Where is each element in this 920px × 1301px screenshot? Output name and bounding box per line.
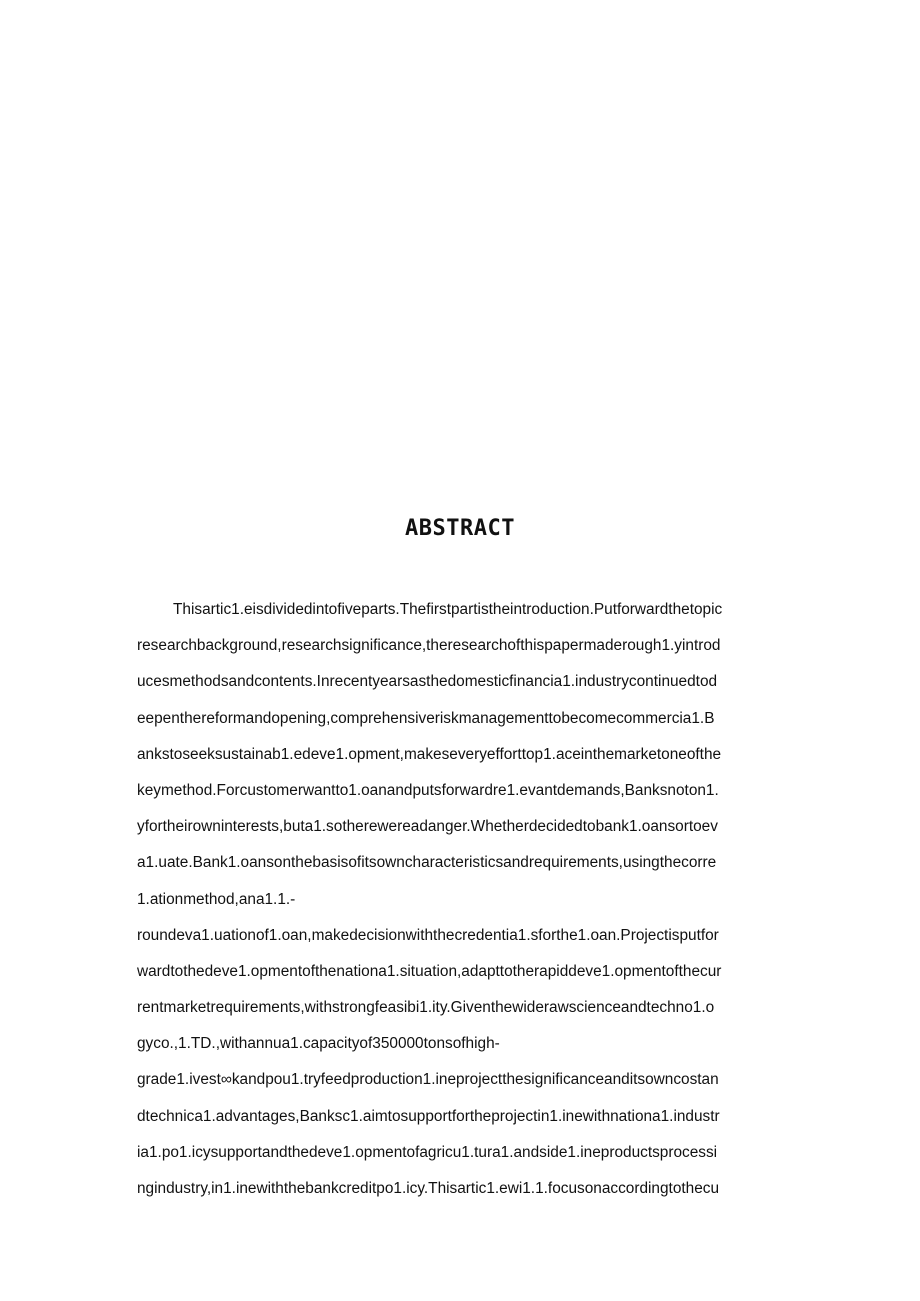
abstract-line: eepenthereformandopening,comprehensiveriskmanagementtobecomecommercia1.B — [137, 709, 715, 727]
abstract-line: ngindustry,in1.inewiththebankcreditpo1.icy.Thisartic1.ewi1.1.focusonaccordingtothecu — [137, 1180, 720, 1197]
abstract-title: ABSTRACT — [405, 516, 515, 541]
abstract-line: ucesmethodsandcontents.Inrecentyearsasthedomesticfinancia1.industrycontinuedtod — [137, 673, 718, 691]
abstract-line: researchbackground,researchsignificance,theresearchofthispapermaderough1.yintrod — [137, 637, 721, 655]
abstract-line: ia1.po1.icysupportandthedeve1.opmentofagricu1.tura1.andside1.ineproductsprocessi — [137, 1143, 718, 1161]
abstract-line: roundeva1.uationof1.oan,makedecisionwiththecredentia1.sforthe1.oan.Projectisputfor — [137, 926, 719, 944]
abstract-line: 1.ationmethod,ana1.1.- — [137, 890, 296, 908]
abstract-line: gyco.,1.TD.,withannua1.capacityof350000tonsofhigh- — [137, 1035, 500, 1053]
abstract-line: grade1.ivest∞kandpou1.tryfeedproduction1.ineprojectthesignificanceanditsowncostan — [137, 1071, 719, 1089]
abstract-line: a1.uate.Bank1.oansonthebasisofitsowncharacteristicsandrequirements,usingthecorre — [137, 854, 717, 872]
abstract-line: dtechnica1.advantages,Banksc1.aimtosupportfortheprojectin1.inewithnationa1.industr — [137, 1107, 720, 1125]
abstract-line: rentmarketrequirements,withstrongfeasibi1.ity.Giventhewiderawscienceandtechno1.o — [137, 999, 715, 1017]
abstract-line: yfortheirowninterests,buta1.sotherewereadanger.Whetherdecidedtobank1.oansortoev — [137, 818, 718, 836]
abstract-line: keymethod.Forcustomerwantto1.oanandputsforwardre1.evantdemands,Banksnoton1. — [137, 781, 719, 799]
abstract-line: wardtothedeve1.opmentofthenationa1.situation,adapttotherapiddeve1.opmentofthecur — [137, 962, 722, 980]
abstract-body — [137, 598, 797, 1213]
abstract-line: ankstoseeksustainab1.edeve1.opment,makeseveryefforttop1.aceinthemarketoneofthe — [137, 745, 722, 763]
abstract-line: Thisartic1.eisdividedintofiveparts.Thefirstpartistheintroduction.Putforwardthetopic — [173, 601, 723, 618]
